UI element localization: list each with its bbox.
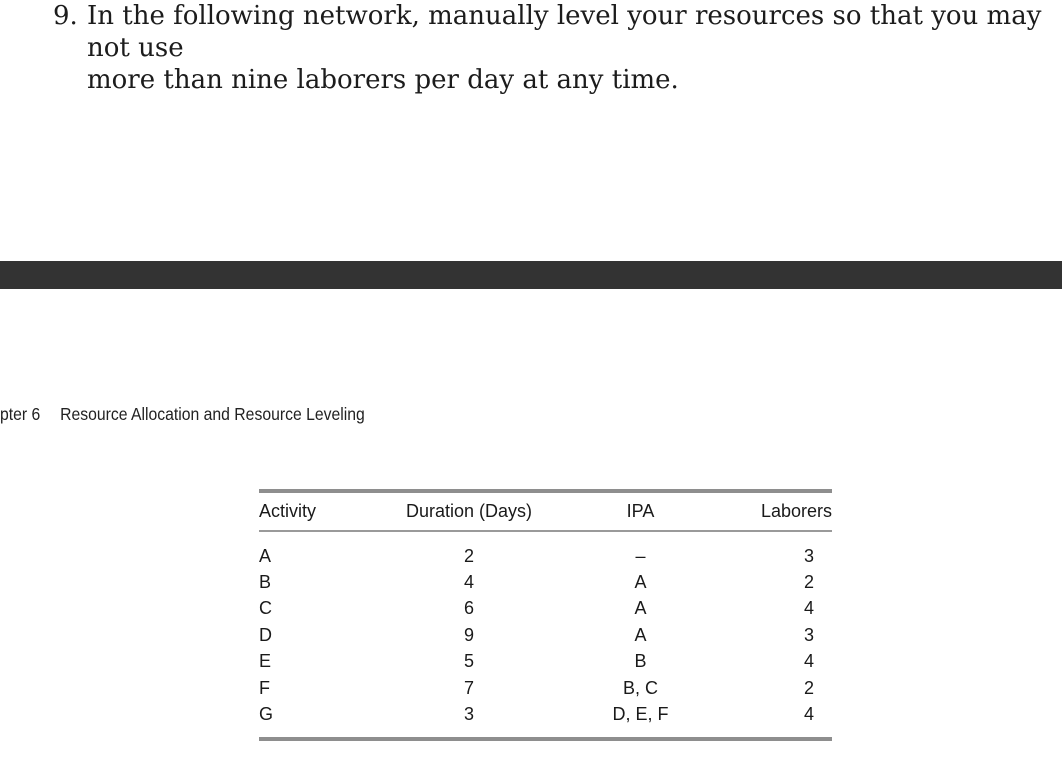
cell-activity: E: [259, 651, 272, 672]
question-line-2: more than nine laborers per day at any time.: [87, 65, 679, 95]
header-ipa: IPA: [626, 501, 655, 521]
cell-ipa: B: [634, 651, 647, 672]
cell-activity: F: [259, 677, 270, 698]
table-bottom-rule: [259, 737, 832, 741]
cell-activity: D: [259, 624, 272, 645]
question-text: [53, 0, 1053, 96]
table-header-row: [259, 493, 832, 530]
cell-duration: 2: [463, 545, 474, 566]
table-row: [259, 701, 832, 727]
header-duration: Duration (Days): [405, 501, 533, 521]
cell-ipa: A: [634, 624, 647, 645]
cell-duration: 7: [463, 677, 474, 698]
cell-laborers: 4: [803, 598, 814, 619]
cell-duration: 9: [463, 624, 474, 645]
chapter-label: pter 6: [0, 404, 41, 424]
cell-duration: 6: [463, 598, 474, 619]
cell-laborers: 4: [803, 651, 814, 672]
question-number: 9.: [53, 1, 78, 31]
table-row: [259, 543, 832, 569]
question-line-1: In the following network, manually level your resources so that you may not use: [87, 1, 1042, 63]
cell-activity: C: [259, 598, 272, 619]
cell-activity: A: [259, 545, 272, 566]
cell-ipa: A: [634, 598, 647, 619]
table-row: [259, 649, 832, 675]
chapter-header: [0, 404, 365, 425]
page-divider-bar: [0, 261, 1062, 289]
cell-ipa: A: [634, 572, 647, 593]
cell-activity: B: [259, 572, 272, 593]
table-row: [259, 596, 832, 622]
cell-ipa: –: [635, 545, 646, 566]
table-row: [259, 569, 832, 595]
cell-activity: G: [259, 704, 274, 725]
cell-laborers: 2: [803, 677, 814, 698]
table-row: [259, 622, 832, 648]
cell-ipa: D, E, F: [612, 704, 669, 725]
cell-duration: 5: [463, 651, 474, 672]
header-activity: Activity: [259, 501, 317, 521]
chapter-title: Resource Allocation and Resource Leveling: [60, 404, 365, 424]
cell-ipa: B, C: [622, 677, 658, 698]
header-laborers: Laborers: [760, 501, 832, 521]
table-body: [259, 532, 832, 737]
cell-laborers: 3: [803, 545, 814, 566]
cell-duration: 3: [463, 704, 474, 725]
cell-laborers: 3: [803, 624, 814, 645]
activity-table: [259, 489, 832, 741]
cell-laborers: 4: [803, 704, 814, 725]
cell-duration: 4: [463, 572, 474, 593]
cell-laborers: 2: [803, 572, 814, 593]
table-row: [259, 675, 832, 701]
